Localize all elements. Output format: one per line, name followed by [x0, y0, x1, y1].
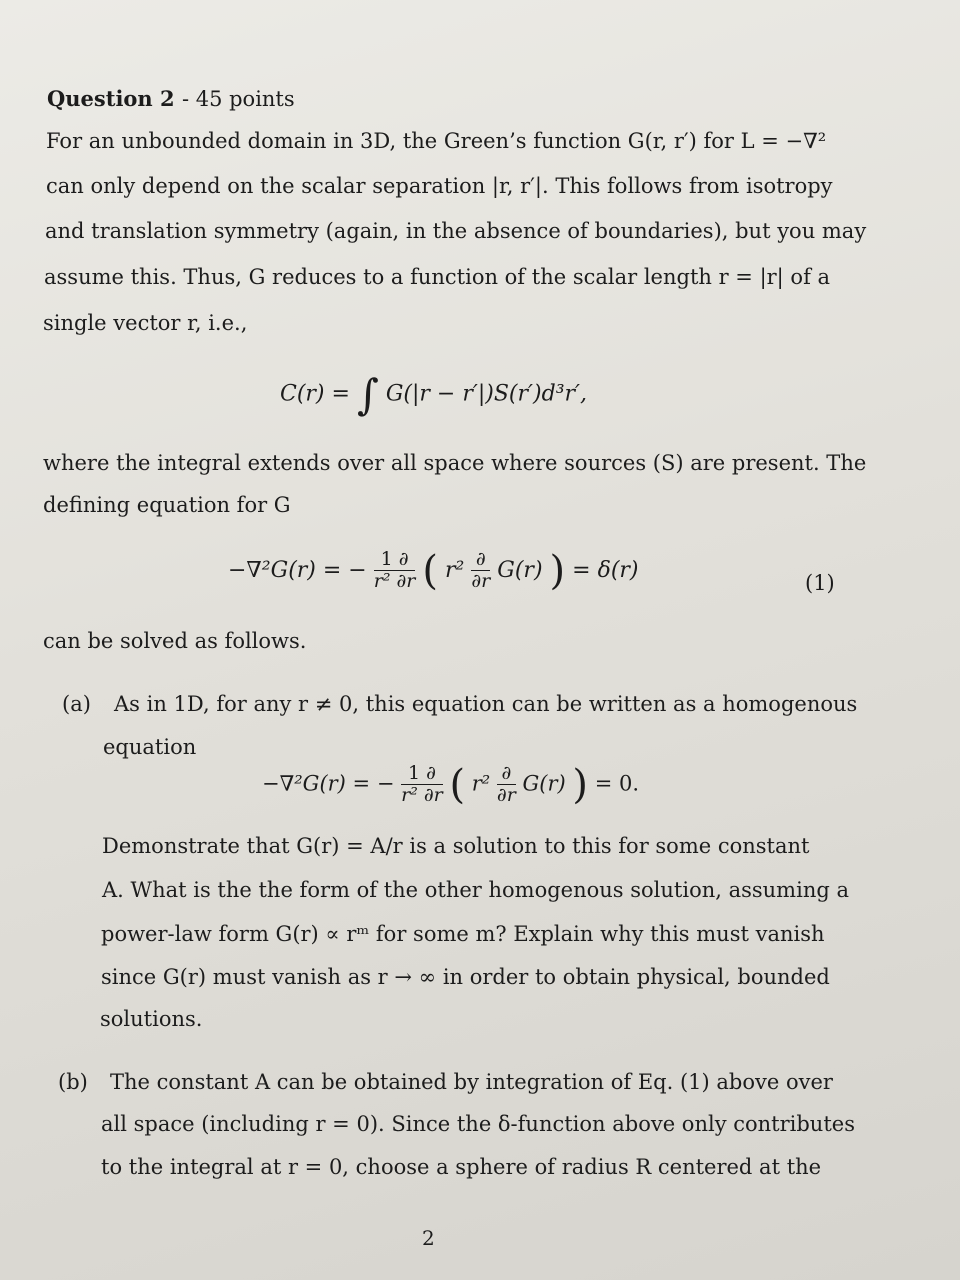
eq1-inner-g: G(r) — [497, 558, 543, 583]
eqh-close-paren: ) — [572, 762, 589, 808]
eq1-outer-fraction — [374, 549, 416, 593]
part-a-line-2: equation — [103, 735, 197, 759]
equation-homogenous — [262, 762, 639, 808]
part-b-line-2: all space (including r = 0). Since the δ-function above only contributes — [101, 1112, 855, 1136]
eq1-inner-fraction — [471, 549, 490, 593]
eq1-inner-r2: r² — [445, 558, 465, 583]
intro-line-4: assume this. Thus, G reduces to a function of the scalar length r = |r| of a — [44, 265, 831, 289]
solved-line: can be solved as follows. — [43, 629, 307, 653]
question-heading — [47, 86, 295, 112]
part-a-line-5: power-law form G(r) ∝ rᵐ for some m? Explain why this must vanish — [101, 922, 825, 946]
intro-line-5: single vector r, i.e., — [43, 311, 248, 335]
eqh-outer-fraction — [401, 763, 443, 807]
eqh-rhs: = 0. — [594, 771, 640, 796]
eq1-lhs: −∇²G(r) = − — [228, 558, 367, 583]
part-a-line-6: since G(r) must vanish as r → ∞ in order to obtain physical, bounded — [101, 965, 830, 989]
part-a-line-3: Demonstrate that G(r) = A/r is a solution to this for some constant — [102, 834, 810, 858]
integral-sign: ∫ — [356, 370, 379, 419]
part-b-line-1 — [58, 1070, 833, 1095]
eq1-frac-num: 1 ∂ — [374, 549, 416, 571]
eq1-rhs: = δ(r) — [572, 558, 639, 583]
eqh-frac-num: 1 ∂ — [401, 763, 443, 785]
eqh-inner-fraction — [497, 763, 516, 807]
intro-line-1: For an unbounded domain in 3D, the Green’s function G(r, r′) for L = −∇² — [46, 129, 827, 153]
equation-1 — [228, 548, 639, 594]
intro-line-2: can only depend on the scalar separation |r, r′|. This follows from isotropy — [46, 174, 833, 198]
part-b-text-1: The constant A can be obtained by integration of Eq. (1) above over — [110, 1070, 833, 1094]
eqh-inner-r2: r² — [471, 771, 491, 796]
eqh-inner-g: G(r) — [522, 771, 566, 796]
after-eq-line-1: where the integral extends over all space where sources (S) are present. The — [43, 451, 867, 475]
eq1-inner-frac-num: ∂ — [471, 549, 490, 571]
part-a-label: (a) — [62, 692, 91, 716]
part-a-text-1: As in 1D, for any r ≠ 0, this equation can be written as a homogenous — [114, 692, 858, 716]
intro-line-3: and translation symmetry (again, in the absence of boundaries), but you may — [45, 219, 867, 243]
question-title: Question 2 — [47, 86, 175, 111]
eq1-close-paren: ) — [549, 548, 566, 594]
part-a-line-7: solutions. — [100, 1007, 203, 1031]
eqh-lhs: −∇²G(r) = − — [262, 771, 395, 796]
eqh-inner-frac-num: ∂ — [497, 763, 516, 785]
equation-c-integrand: G(|r − r′|)S(r′)d³r′, — [385, 381, 588, 407]
eqh-frac-den: r² ∂r — [401, 784, 443, 807]
page-number: 2 — [422, 1226, 435, 1250]
eqh-inner-frac-den: ∂r — [496, 784, 516, 807]
eqh-open-paren: ( — [449, 762, 466, 808]
question-points: - 45 points — [181, 87, 295, 111]
part-b-line-3: to the integral at r = 0, choose a sphere of radius R centered at the — [101, 1155, 822, 1179]
equation-number: (1) — [805, 571, 835, 595]
part-a-line-4: A. What is the the form of the other homogenous solution, assuming a — [102, 878, 849, 902]
equation-c — [280, 370, 587, 419]
part-a-line-1 — [62, 692, 857, 717]
eq1-open-paren: ( — [422, 548, 438, 594]
eq1-inner-frac-den: ∂r — [471, 570, 491, 593]
part-b-label: (b) — [58, 1070, 88, 1094]
eq1-frac-den: r² ∂r — [373, 570, 416, 593]
equation-c-lhs: C(r) = — [280, 381, 350, 407]
after-eq-line-2: defining equation for G — [43, 493, 291, 517]
